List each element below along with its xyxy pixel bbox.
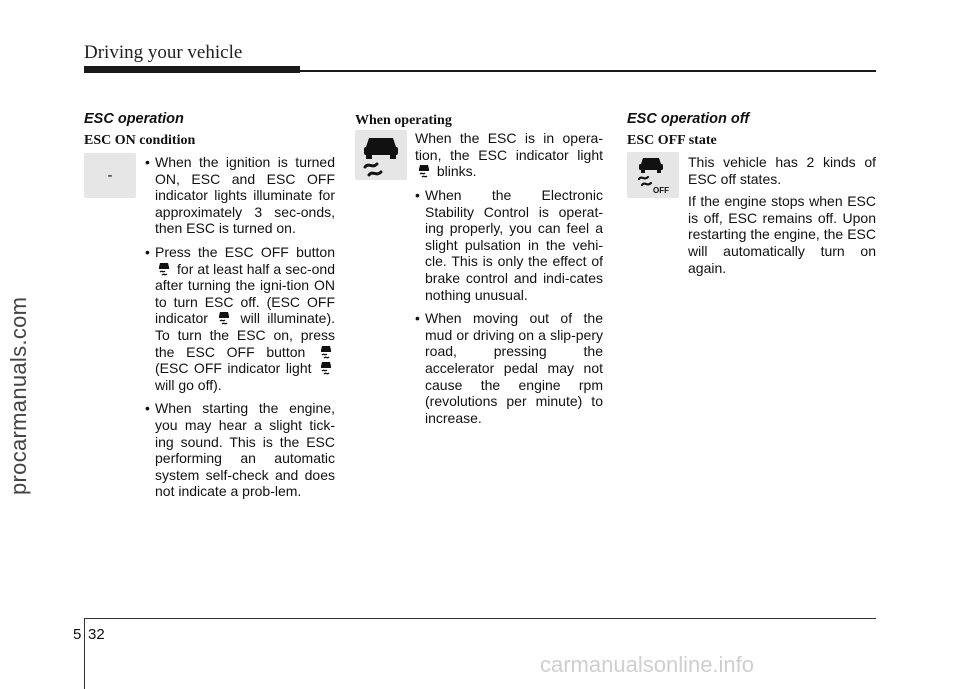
list-item: • When moving out of the mud or driving on a slip-pery road, pressing the accelerator pedal may not cause the engine rpm (revolutions per minute) to increase. — [415, 310, 603, 426]
header-rule-thick — [84, 66, 300, 73]
list-item: • When starting the engine, you may hear a slight tick-ing sound. This is the ESC performing an automatic system self-check and does not indicate a prob-lem. — [145, 400, 335, 500]
col2-body — [415, 187, 603, 433]
page-header-title: Driving your vehicle — [84, 42, 243, 63]
paragraph: If the engine stops when ESC is off, ESC remains off. Upon restarting the engine, the ESC will automatically turn on again. — [688, 193, 876, 276]
esc-indicator-light-icon — [418, 164, 430, 179]
esc-on-icon-box — [84, 153, 136, 198]
esc-off-button-icon — [320, 345, 332, 360]
subhead-esc-off-state: ESC OFF state — [627, 133, 717, 148]
page-number: 32 — [88, 626, 105, 643]
watermark-left: procarmanuals.com — [6, 296, 31, 495]
col1-body — [145, 154, 335, 507]
esc-off-indicator-icon — [320, 361, 332, 376]
esc-off-indicator-icon — [218, 311, 230, 326]
dash-icon: - — [107, 167, 113, 184]
section-title-esc-operation: ESC operation — [84, 111, 184, 127]
esc-off-icon-box — [627, 152, 679, 198]
watermark-bottom: carmanualsonline.info — [540, 652, 755, 677]
paragraph: When the ESC is in opera-tion, the ESC indicator light blinks. — [415, 130, 603, 180]
esc-indicator-icon — [355, 130, 407, 180]
chapter-number: 5 — [73, 626, 82, 643]
list-item: • When the Electronic Stability Control is operat-ing properly, you can feel a slight pulsation in the vehi-cle. This is only the effect of brake control and indi-cates nothing unusual. — [415, 187, 603, 303]
col3-body — [688, 154, 876, 282]
footer-tick — [84, 619, 85, 689]
paragraph: This vehicle has 2 kinds of ESC off states. — [688, 154, 876, 187]
esc-off-button-icon — [158, 262, 170, 277]
footer-rule — [84, 618, 876, 619]
subhead-when-operating: When operating — [355, 113, 452, 128]
list-item: • Press the ESC OFF button for at least half a sec-ond after turning the igni-tion ON to turn ESC off. (ESC OFF indicator will illuminate). To turn the ESC on, press the ESC OFF button (ESC OFF indicator light will go off). — [145, 243, 336, 393]
list-item: • When the ignition is turned ON, ESC and ESC OFF indicator lights illuminate for approximately 3 sec-onds, then ESC is turned on. — [145, 154, 335, 237]
header-rule-thin — [300, 70, 876, 72]
esc-off-icon-label: OFF — [653, 186, 669, 195]
esc-indicator-icon-box — [355, 130, 407, 180]
subhead-esc-on-condition: ESC ON condition — [84, 133, 196, 148]
esc-off-icon — [627, 152, 679, 198]
section-title-esc-operation-off: ESC operation off — [627, 111, 750, 127]
col2-para — [415, 130, 603, 186]
